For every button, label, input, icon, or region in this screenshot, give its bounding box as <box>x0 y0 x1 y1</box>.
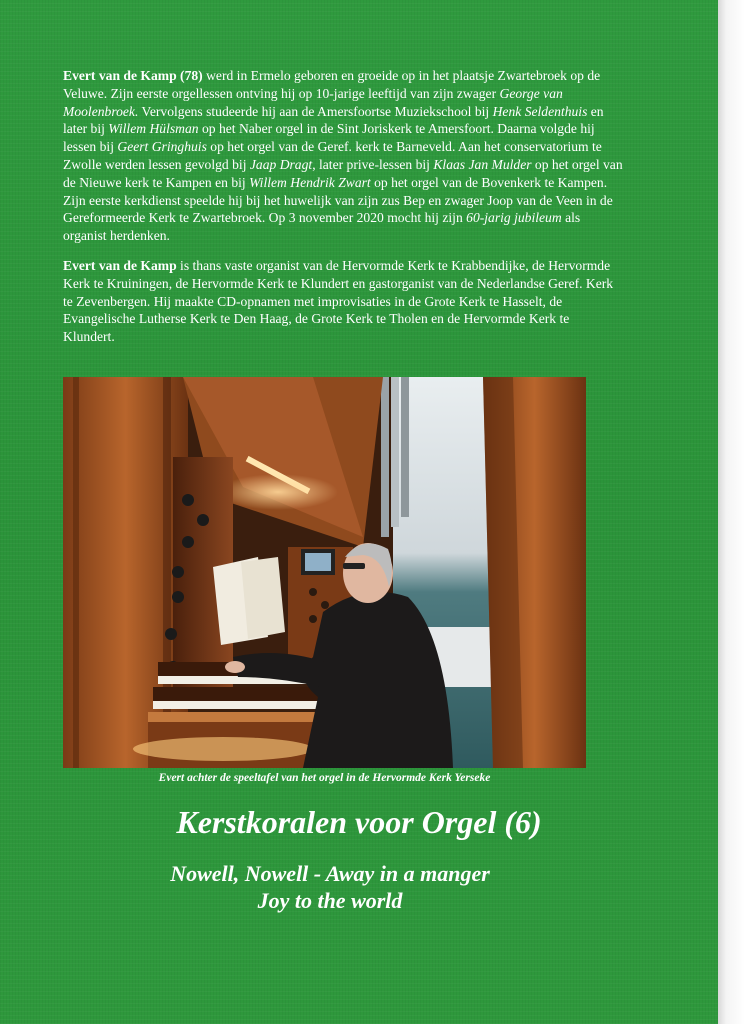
paper-edge <box>718 0 745 1024</box>
para1-text-6: , later prive-lessen bij <box>312 156 434 172</box>
biography-paragraph-1 <box>63 67 623 245</box>
para1-teacher-5: Jaap Dragt <box>249 156 313 172</box>
para1-teacher-6: Klaas Jan Mulder <box>433 156 532 172</box>
para1-teacher-2: Henk Seldenthuis <box>492 103 588 119</box>
para2-text: is thans vaste organist van de Hervormde Kerk te Krabbendijke, de Hervormde Kerk te Kruiningen, de Hervormde Kerk te Klundert en gastorganist van de Nederlandse Geref. Kerk te Zevenbergen. Hij maakte CD-opnamen met improvisaties in de Grote Kerk te Hasselt, de Evangelische Lutherse Kerk te Den Haag, de Grote Kerk te Tholen en de Hervormde Kerk te Klundert. <box>63 258 614 345</box>
para1-text-4: op het Naber orgel in de Sint Joriskerk te Amersfoort. Daarna volgde hij lessen bij <box>63 121 595 155</box>
organist-name-2: Evert van de Kamp <box>63 258 177 273</box>
biography-paragraph-2 <box>63 257 623 346</box>
para1-teacher-1: George van Moolenbroek. <box>63 85 563 119</box>
para1-teacher-3: Willem Hülsman <box>108 121 199 137</box>
para1-teacher-7: Willem Hendrik Zwart <box>249 174 371 190</box>
para1-text-8: op het orgel van de Bovenkerk te Kampen. Zijn eerste kerkdienst speelde hij bij het huwelijk van zijn zus Bep en zwager Joop van de Veen in de Gereformeerde Kerk te Zwartebroek. Op 3 november 2020 mocht hij zijn <box>63 174 613 226</box>
organ-pipes <box>381 377 409 537</box>
para1-text-2: Vervolgens studeerde hij aan de Amersfoortse Muziekschool bij <box>138 103 493 119</box>
subtitle-line-2: Joy to the world <box>257 888 403 913</box>
para1-jubilee: 60-jarig jubileum <box>466 210 562 226</box>
para1-text-7: op het orgel van de Nieuwe kerk te Kampen en bij <box>63 156 623 190</box>
organist-name: Evert van de Kamp (78) <box>63 68 203 83</box>
para1-text-5: op het orgel van de Geref. kerk te Barneveld. Aan het conservatorium te Zwolle werden lessen gevolgd bij <box>63 139 602 172</box>
organist-at-console-photo <box>63 377 586 768</box>
page-title: Kerstkoralen voor Orgel (6) <box>176 804 542 840</box>
photo-caption: Evert achter de speeltafel van het orgel in de Hervormde Kerk Yerseke <box>158 772 491 784</box>
para1-text-1: werd in Ermelo geboren en groeide op in het plaatsje Zwartebroek op de Veluwe. Zijn eerste orgellessen ontving hij op 10-jarige leeftijd van zijn zwager <box>63 68 601 101</box>
para1-text-9: als organist herdenken. <box>63 210 581 244</box>
para1-text-3: en later bij <box>63 103 604 137</box>
subtitle-line-1: Nowell, Nowell - Away in a manger <box>170 861 490 886</box>
para1-teacher-4: Geert Gringhuis <box>117 139 207 155</box>
